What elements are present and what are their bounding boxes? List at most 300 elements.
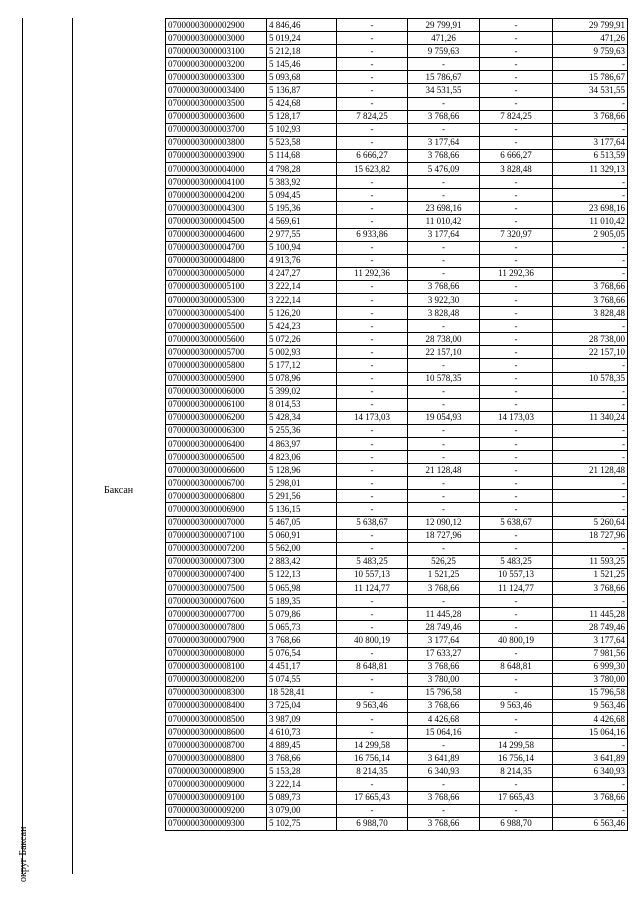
table-row — [166, 778, 628, 791]
table-cell: 5 424,23 — [267, 320, 337, 333]
table-cell: - — [408, 254, 480, 267]
table-cell: 07000003000004000 — [166, 163, 267, 176]
table-row — [166, 228, 628, 241]
table-cell: 10 578,35 — [553, 372, 628, 385]
table-cell: 526,25 — [408, 555, 480, 568]
table-cell: 5 428,34 — [267, 411, 337, 424]
table-cell: 07000003000008500 — [166, 712, 267, 725]
table-cell: 3 768,66 — [408, 280, 480, 293]
table-cell: 16 756,14 — [337, 752, 408, 765]
table-row — [166, 254, 628, 267]
table-cell: - — [480, 490, 553, 503]
table-cell: - — [480, 215, 553, 228]
table-cell: 23 698,16 — [408, 202, 480, 215]
table-cell: - — [480, 307, 553, 320]
table-cell: - — [408, 778, 480, 791]
table-cell: - — [480, 804, 553, 817]
table-cell: 11 329,13 — [553, 163, 628, 176]
table-cell: 8 214,35 — [337, 765, 408, 778]
table-cell: - — [480, 45, 553, 58]
table-cell: - — [480, 529, 553, 542]
table-cell: 3 768,66 — [408, 149, 480, 162]
table-cell: 9 563,46 — [553, 699, 628, 712]
table-cell: - — [480, 19, 553, 32]
city-label: Баксан — [104, 485, 134, 496]
table-cell: - — [480, 123, 553, 136]
table-row — [166, 189, 628, 202]
table-cell: 07000003000003100 — [166, 45, 267, 58]
table-cell: 3 768,66 — [553, 280, 628, 293]
table-cell: - — [408, 97, 480, 110]
table-cell: 5 638,67 — [480, 516, 553, 529]
table-cell: 5 195,36 — [267, 202, 337, 215]
table-cell: 6 513,59 — [553, 149, 628, 162]
table-row — [166, 149, 628, 162]
table-cell: - — [337, 32, 408, 45]
table-cell: 4 247,27 — [267, 267, 337, 280]
table-cell: 5 145,46 — [267, 58, 337, 71]
table-cell: 5 002,93 — [267, 346, 337, 359]
table-cell: 15 064,16 — [553, 726, 628, 739]
table-cell: 07000003000006700 — [166, 477, 267, 490]
table-cell: 34 531,55 — [408, 84, 480, 97]
table-row — [166, 385, 628, 398]
table-cell: 6 340,93 — [408, 765, 480, 778]
table-cell: 5 019,24 — [267, 32, 337, 45]
table-cell: - — [480, 32, 553, 45]
table-cell: 6 999,30 — [553, 660, 628, 673]
table-cell: 15 786,67 — [408, 71, 480, 84]
table-cell: - — [337, 280, 408, 293]
table-row — [166, 660, 628, 673]
data-table — [165, 18, 628, 831]
table-cell: - — [408, 451, 480, 464]
table-cell: - — [337, 804, 408, 817]
table-cell: 3 768,66 — [267, 752, 337, 765]
table-cell: 6 988,70 — [337, 817, 408, 830]
table-cell: - — [337, 778, 408, 791]
table-cell: 4 823,06 — [267, 451, 337, 464]
table-cell: 07000003000005100 — [166, 280, 267, 293]
table-cell: 17 633,27 — [408, 647, 480, 660]
table-cell: - — [553, 241, 628, 254]
table-cell: - — [337, 385, 408, 398]
table-cell: 16 756,14 — [480, 752, 553, 765]
table-row — [166, 346, 628, 359]
table-row — [166, 398, 628, 411]
table-cell: 4 426,68 — [553, 712, 628, 725]
table-row — [166, 791, 628, 804]
table-cell: 12 090,12 — [408, 516, 480, 529]
table-cell: - — [337, 320, 408, 333]
table-cell: - — [480, 477, 553, 490]
table-cell: 5 093,68 — [267, 71, 337, 84]
table-cell: 34 531,55 — [553, 84, 628, 97]
table-cell: 07000003000006600 — [166, 464, 267, 477]
table-cell: 17 665,43 — [480, 791, 553, 804]
table-cell: 07000003000003700 — [166, 123, 267, 136]
table-cell: 07000003000004200 — [166, 189, 267, 202]
table-cell: 11 292,36 — [480, 267, 553, 280]
table-cell: 14 299,58 — [337, 739, 408, 752]
table-cell: - — [408, 320, 480, 333]
table-cell: 5 072,26 — [267, 333, 337, 346]
table-cell: 07000003000005700 — [166, 346, 267, 359]
table-cell: - — [480, 84, 553, 97]
table-cell: 1 521,25 — [553, 568, 628, 581]
table-row — [166, 752, 628, 765]
table-cell: 07000003000005400 — [166, 307, 267, 320]
table-cell: 3 780,00 — [408, 673, 480, 686]
table-cell: - — [408, 424, 480, 437]
table-cell: - — [553, 385, 628, 398]
table-cell: 19 054,93 — [408, 411, 480, 424]
table-row — [166, 516, 628, 529]
table-cell: - — [480, 71, 553, 84]
table-cell: 11 124,77 — [337, 582, 408, 595]
table-cell: - — [337, 372, 408, 385]
table-cell: 11 124,77 — [480, 582, 553, 595]
table-cell: 3 177,64 — [553, 136, 628, 149]
table-cell: 3 768,66 — [408, 110, 480, 123]
table-cell: - — [408, 438, 480, 451]
table-cell: 3 222,14 — [267, 293, 337, 306]
table-cell: 07000003000003600 — [166, 110, 267, 123]
table-cell: 07000003000004700 — [166, 241, 267, 254]
table-cell: 07000003000003200 — [166, 58, 267, 71]
table-cell: 2 883,42 — [267, 555, 337, 568]
table-cell: 07000003000008800 — [166, 752, 267, 765]
table-cell: 3 079,00 — [267, 804, 337, 817]
table-cell: 3 828,48 — [408, 307, 480, 320]
table-cell: 5 298,01 — [267, 477, 337, 490]
table-cell: - — [337, 464, 408, 477]
table-cell: 07000003000006000 — [166, 385, 267, 398]
table-cell: - — [337, 529, 408, 542]
table-cell: 07000003000006300 — [166, 424, 267, 437]
table-cell: - — [337, 19, 408, 32]
table-cell: - — [480, 424, 553, 437]
table-cell: 18 727,96 — [553, 529, 628, 542]
table-cell: 8 214,35 — [480, 765, 553, 778]
table-cell: 07000003000007100 — [166, 529, 267, 542]
table-cell: 07000003000008400 — [166, 699, 267, 712]
table-cell: - — [337, 451, 408, 464]
table-cell: - — [480, 542, 553, 555]
table-cell: 07000003000005000 — [166, 267, 267, 280]
table-cell: 5 074,55 — [267, 673, 337, 686]
table-row — [166, 280, 628, 293]
table-cell: 07000003000008700 — [166, 739, 267, 752]
table-cell: 07000003000007500 — [166, 582, 267, 595]
table-cell: - — [480, 503, 553, 516]
table-cell: - — [337, 647, 408, 660]
table-row — [166, 359, 628, 372]
table-cell: - — [337, 424, 408, 437]
table-cell: - — [337, 202, 408, 215]
table-row — [166, 411, 628, 424]
table-row — [166, 817, 628, 830]
table-cell: 11 445,28 — [553, 608, 628, 621]
table-cell: 28 738,00 — [553, 333, 628, 346]
table-cell: 10 557,13 — [480, 568, 553, 581]
table-cell: - — [553, 189, 628, 202]
table-cell: 4 426,68 — [408, 712, 480, 725]
table-cell: 07000003000008200 — [166, 673, 267, 686]
table-row — [166, 503, 628, 516]
table-cell: 4 846,46 — [267, 19, 337, 32]
middle-border-line — [72, 18, 73, 874]
table-cell: 17 665,43 — [337, 791, 408, 804]
table-cell: 3 780,00 — [553, 673, 628, 686]
table-cell: - — [337, 712, 408, 725]
table-row — [166, 582, 628, 595]
table-cell: - — [553, 804, 628, 817]
table-cell: 6 340,93 — [553, 765, 628, 778]
table-cell: 11 292,36 — [337, 267, 408, 280]
table-cell: 07000003000009300 — [166, 817, 267, 830]
table-cell: - — [553, 778, 628, 791]
table-cell: 10 557,13 — [337, 568, 408, 581]
table-cell: 5 255,36 — [267, 424, 337, 437]
table-row — [166, 202, 628, 215]
left-border-line — [22, 18, 23, 874]
table-cell: 1 521,25 — [408, 568, 480, 581]
data-table-body — [166, 19, 628, 831]
table-cell: 07000003000007000 — [166, 516, 267, 529]
table-cell: 07000003000003300 — [166, 71, 267, 84]
table-cell: 5 399,02 — [267, 385, 337, 398]
table-cell: 21 128,48 — [408, 464, 480, 477]
table-cell: 5 562,00 — [267, 542, 337, 555]
table-cell: 22 157,10 — [553, 346, 628, 359]
table-cell: 18 727,96 — [408, 529, 480, 542]
table-cell: 14 173,03 — [480, 411, 553, 424]
table-row — [166, 608, 628, 621]
table-cell: 5 100,94 — [267, 241, 337, 254]
district-label: округ Баксан — [18, 826, 29, 882]
table-cell: 07000003000003500 — [166, 97, 267, 110]
table-cell: 471,26 — [553, 32, 628, 45]
table-row — [166, 19, 628, 32]
table-cell: 07000003000005500 — [166, 320, 267, 333]
table-cell: - — [408, 477, 480, 490]
table-cell: 07000003000008000 — [166, 647, 267, 660]
table-cell: - — [480, 451, 553, 464]
table-cell: 5 114,68 — [267, 149, 337, 162]
table-cell: - — [337, 307, 408, 320]
table-cell: 6 563,46 — [553, 817, 628, 830]
table-cell: 5 136,87 — [267, 84, 337, 97]
table-cell: 3 987,09 — [267, 712, 337, 725]
table-cell: 9 759,63 — [553, 45, 628, 58]
table-cell: 28 738,00 — [408, 333, 480, 346]
table-cell: - — [337, 123, 408, 136]
table-row — [166, 490, 628, 503]
table-cell: 9 563,46 — [337, 699, 408, 712]
table-cell: 2 977,55 — [267, 228, 337, 241]
table-row — [166, 568, 628, 581]
table-cell: 3 768,66 — [408, 660, 480, 673]
table-cell: 8 648,81 — [480, 660, 553, 673]
table-cell: 22 157,10 — [408, 346, 480, 359]
table-cell: 9 563,46 — [480, 699, 553, 712]
table-cell: 3 768,66 — [553, 293, 628, 306]
table-cell: 5 136,15 — [267, 503, 337, 516]
table-cell: 07000003000006500 — [166, 451, 267, 464]
table-cell: 6 666,27 — [337, 149, 408, 162]
table-cell: 3 768,66 — [408, 699, 480, 712]
table-cell: 5 476,09 — [408, 163, 480, 176]
table-cell: - — [337, 595, 408, 608]
table-cell: 07000003000009000 — [166, 778, 267, 791]
table-cell: - — [480, 712, 553, 725]
table-cell: - — [480, 241, 553, 254]
table-cell: 14 173,03 — [337, 411, 408, 424]
table-cell: - — [337, 542, 408, 555]
table-cell: 15 064,16 — [408, 726, 480, 739]
table-cell: 4 451,17 — [267, 660, 337, 673]
table-cell: 5 065,73 — [267, 621, 337, 634]
table-row — [166, 45, 628, 58]
table-cell: 7 824,25 — [337, 110, 408, 123]
table-cell: 3 177,64 — [408, 136, 480, 149]
table-cell: 07000003000003800 — [166, 136, 267, 149]
table-cell: - — [337, 621, 408, 634]
table-row — [166, 712, 628, 725]
table-cell: - — [553, 477, 628, 490]
table-row — [166, 621, 628, 634]
table-row — [166, 176, 628, 189]
table-cell: 6 933,86 — [337, 228, 408, 241]
table-cell: - — [553, 123, 628, 136]
table-row — [166, 438, 628, 451]
table-cell: 07000003000005300 — [166, 293, 267, 306]
table-cell: 07000003000007400 — [166, 568, 267, 581]
table-cell: 5 122,13 — [267, 568, 337, 581]
table-cell: - — [553, 542, 628, 555]
table-cell: 28 749,46 — [408, 621, 480, 634]
table-cell: 07000003000007600 — [166, 595, 267, 608]
table-row — [166, 307, 628, 320]
table-cell: - — [553, 490, 628, 503]
table-cell: 07000003000008600 — [166, 726, 267, 739]
table-row — [166, 333, 628, 346]
table-cell: 3 177,64 — [408, 228, 480, 241]
table-cell: 3 922,30 — [408, 293, 480, 306]
table-cell: - — [480, 58, 553, 71]
table-row — [166, 542, 628, 555]
table-cell: 5 078,96 — [267, 372, 337, 385]
table-row — [166, 123, 628, 136]
table-cell: 07000003000006900 — [166, 503, 267, 516]
table-cell: - — [480, 595, 553, 608]
table-cell: 5 060,91 — [267, 529, 337, 542]
table-cell: 07000003000007900 — [166, 634, 267, 647]
table-cell: 5 424,68 — [267, 97, 337, 110]
table-cell: - — [408, 176, 480, 189]
table-cell: - — [337, 254, 408, 267]
table-cell: - — [553, 739, 628, 752]
table-cell: - — [480, 608, 553, 621]
table-row — [166, 71, 628, 84]
table-row — [166, 477, 628, 490]
table-row — [166, 555, 628, 568]
table-cell: - — [337, 97, 408, 110]
table-cell: 07000003000005600 — [166, 333, 267, 346]
table-cell: 07000003000007700 — [166, 608, 267, 621]
table-cell: - — [553, 176, 628, 189]
table-cell: 5 383,92 — [267, 176, 337, 189]
table-cell: 23 698,16 — [553, 202, 628, 215]
table-cell: - — [337, 84, 408, 97]
table-cell: 07000003000007800 — [166, 621, 267, 634]
table-row — [166, 84, 628, 97]
table-cell: 07000003000008900 — [166, 765, 267, 778]
table-cell: 3 222,14 — [267, 280, 337, 293]
table-cell: 3 768,66 — [553, 791, 628, 804]
table-cell: - — [480, 189, 553, 202]
table-cell: 07000003000004500 — [166, 215, 267, 228]
table-cell: 3 828,48 — [480, 163, 553, 176]
table-cell: - — [480, 686, 553, 699]
table-cell: 07000003000005900 — [166, 372, 267, 385]
table-cell: 3 641,89 — [553, 752, 628, 765]
table-cell: - — [480, 438, 553, 451]
table-cell: - — [553, 503, 628, 516]
table-cell: 07000003000008300 — [166, 686, 267, 699]
table-cell: 5 260,64 — [553, 516, 628, 529]
table-cell: 07000003000003900 — [166, 149, 267, 162]
table-cell: 5 638,67 — [337, 516, 408, 529]
table-cell: - — [408, 739, 480, 752]
table-cell: 21 128,48 — [553, 464, 628, 477]
table-cell: 5 467,05 — [267, 516, 337, 529]
table-cell: 5 483,25 — [480, 555, 553, 568]
table-cell: 11 445,28 — [408, 608, 480, 621]
table-cell: - — [408, 359, 480, 372]
table-cell: 07000003000006200 — [166, 411, 267, 424]
table-cell: 29 799,91 — [553, 19, 628, 32]
table-cell: 5 153,28 — [267, 765, 337, 778]
table-cell: 3 768,66 — [267, 634, 337, 647]
table-row — [166, 765, 628, 778]
table-cell: - — [337, 503, 408, 516]
table-cell: 11 340,24 — [553, 411, 628, 424]
table-row — [166, 293, 628, 306]
table-cell: 14 299,58 — [480, 739, 553, 752]
table-cell: 3 177,64 — [408, 634, 480, 647]
table-cell: 07000003000002900 — [166, 19, 267, 32]
table-cell: 11 010,42 — [408, 215, 480, 228]
table-cell: - — [337, 686, 408, 699]
table-row — [166, 464, 628, 477]
table-cell: 07000003000006100 — [166, 398, 267, 411]
table-cell: 7 981,56 — [553, 647, 628, 660]
table-row — [166, 451, 628, 464]
table-cell: - — [480, 254, 553, 267]
table-cell: - — [480, 202, 553, 215]
table-cell: - — [480, 97, 553, 110]
table-cell: 9 759,63 — [408, 45, 480, 58]
table-cell: - — [553, 595, 628, 608]
table-cell: 3 768,66 — [408, 791, 480, 804]
table-cell: - — [337, 398, 408, 411]
table-cell: - — [480, 464, 553, 477]
table-cell: 07000003000004800 — [166, 254, 267, 267]
table-cell: 07000003000007200 — [166, 542, 267, 555]
table-cell: 40 800,19 — [337, 634, 408, 647]
